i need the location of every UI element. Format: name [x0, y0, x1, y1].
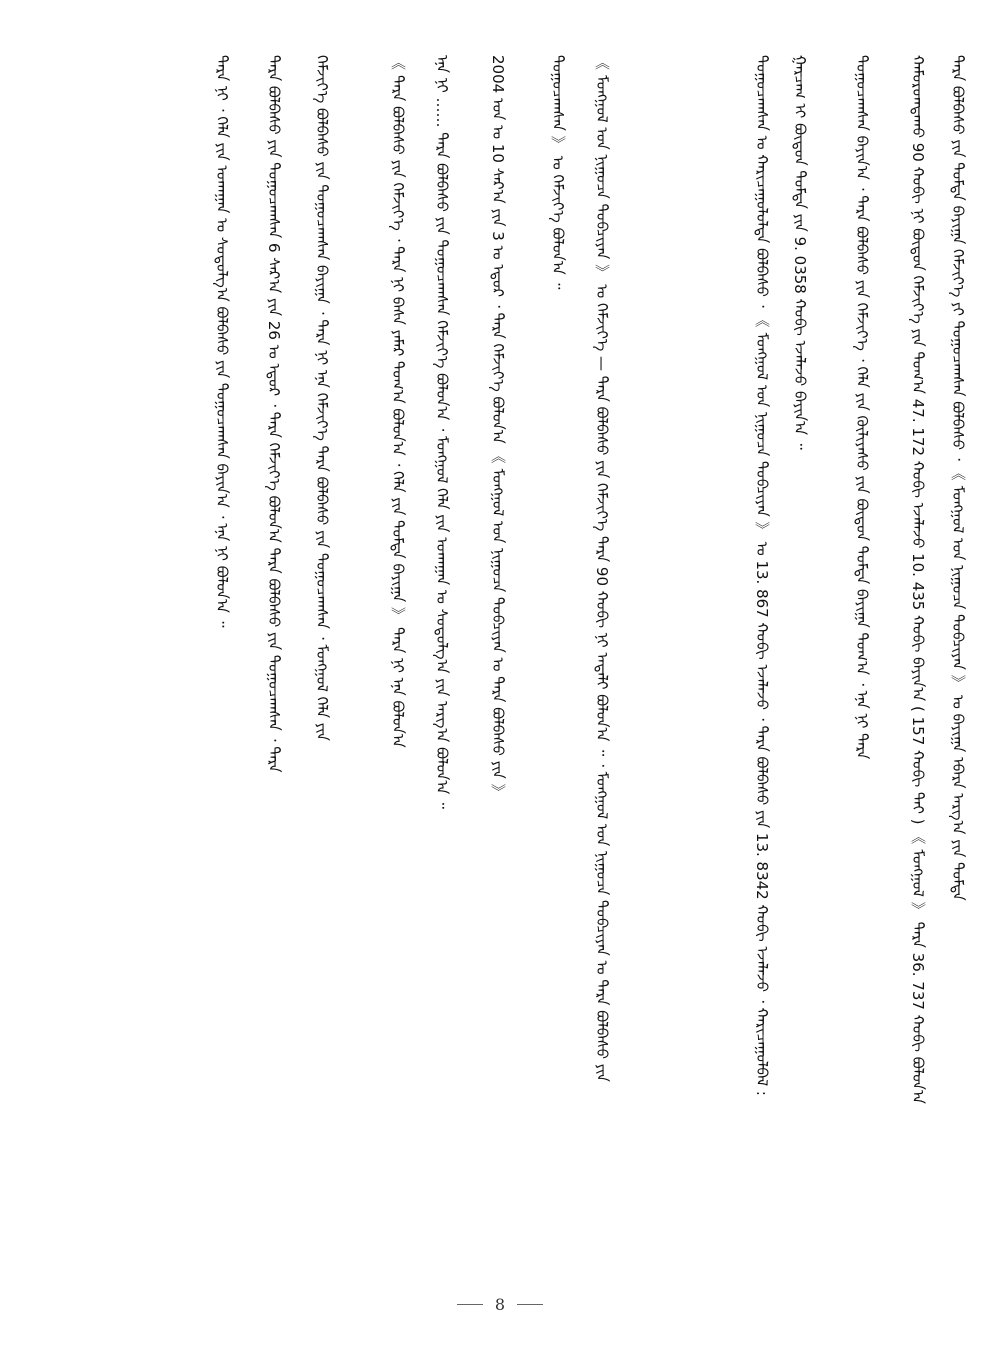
text-column-13: ᠲᠡᠷᠡ ᠨᠢ ᠂ ᠬᠡᠯᠡ ᠶᠢᠨ ᠤᠬᠠᠭᠠᠨ ᠤ ᠰᠤᠳᠤᠯᠭ᠎ᠠ ᠪᠣᠯᠪᠠᠰᠤ ᠶᠢᠨ ᠲᠣᠭᠣᠴᠠᠭᠰᠠᠨ ᠪᠠᠶᠢᠨ᠎ᠠ ᠂ ᠡᠨᠡ ᠨᠢ ᠪᠣᠯᠤᠨ᠎ᠠ ᠃ [213, 55, 231, 628]
text-column-3: ᠲᠣᠭᠣᠴᠠᠭᠰᠠᠨ ᠪᠠᠶᠢᠨ᠎ᠠ ᠂ ᠲᠡᠷᠡ ᠪᠤᠯᠪᠠᠰᠤ ᠶᠢᠨ ᠬᠡᠮᠵᠢᠶ᠎ᠡ ᠂ ᠬᠡᠯᠡ ᠶᠢᠨ ᠬᠦᠯᠢᠶᠡᠰᠦ ᠶᠢᠨ ᠪᠦᠲᠦᠨ ᠳᠤᠮᠳᠠ ᠪᠠᠶᠢᠭᠠ ᠲᠣᠭ᠎ᠠ ᠂ ᠡᠨᠡ ᠨᠢ ᠲᠡᠷᠡ [853, 55, 871, 760]
text-column-8: 2004 ᠣᠨ ᠤ 10 ᠰᠠᠷ᠎ᠠ ᠶᠢᠨ 3 ᠤ ᠡᠳᠦᠷ ᠂ ᠲᠡᠷᠡ ᠬᠡᠮᠵᠢᠶ᠎ᠡ ᠪᠣᠯᠤᠨ᠎ᠠ 《 ᠮᠣᠩᠭᠣᠯ ᠤᠨ ᠨᠢᠭᠤᠴᠠ ᠲᠣᠪᠴᠢᠶᠠᠨ ᠤ ᠲᠡᠷᠡ ᠪᠤᠯᠪᠠᠰᠤ ᠶᠢᠨ 》 [489, 55, 507, 799]
page-footer [0, 1292, 1000, 1316]
text-column-9: ᠡᠨᠡ ᠨᠢ …… ᠲᠡᠷᠡ ᠪᠣᠯᠪᠠᠰᠤ ᠶᠢᠨ ᠲᠣᠭᠣᠴᠠᠭᠰᠠᠨ ᠬᠡᠮᠵᠢᠶ᠎ᠡ ᠪᠣᠯᠤᠨ᠎ᠠ ᠂ ᠮᠣᠩᠭᠣᠯ ᠬᠡᠯᠡ ᠶᠢᠨ ᠤᠬᠠᠭᠠᠨ ᠤ ᠰᠤᠳᠤᠯᠭ᠎ᠠ ᠶᠢᠨ ᠠᠷᠭ᠎ᠠ ᠪᠣᠯᠤᠨ᠎ᠠ ᠃ [433, 55, 451, 809]
page-number: 8 [494, 1294, 506, 1314]
text-column-2: ᠬᠠᠮᠤᠷᠤᠭᠳᠠᠬᠤ 90 ᠬᠤᠪᠢ ᠨᠢ ᠪᠦᠲᠦᠨ ᠬᠡᠮᠵᠢᠶ᠎ᠡ ᠶᠢᠨ ᠲᠣᠭ᠎ᠠ 47. 172 ᠬᠤᠪᠢ ᠡᠵᠡᠯᠡᠵᠦ 10. 435 ᠬᠤᠪᠢ ᠪᠠᠶᠢᠨ᠎ᠠ ( 157 ᠬᠤᠪᠢ ᠲᠠᠢ ) 《 ᠮᠣᠩᠭᠣᠯ 》 ᠲᠡᠷᠡ 36. 737 ᠬᠤᠪᠢ ᠪᠣᠯᠤᠨ᠎ᠠ [909, 55, 927, 1104]
text-column-1: ᠲᠡᠷᠡ ᠪᠤᠯᠪᠠᠰᠤ ᠶᠢᠨ ᠳᠤᠮᠳᠠ ᠪᠠᠶᠢᠭᠠ ᠬᠡᠮᠵᠢᠶ᠎ᠡ ᠶᠢ ᠲᠣᠭᠣᠴᠠᠭᠰᠠᠨ ᠪᠣᠯᠪᠠᠰᠤ ᠂ 《 ᠮᠣᠩᠭᠣᠯ ᠤᠨ ᠨᠢᠭᠤᠴᠠ ᠲᠣᠪᠴᠢᠶᠠᠨ 》 ᠤ ᠪᠠᠶᠢᠭᠠ ᠡᠪᠡᠷᠡ ᠠᠷᠭ᠎ᠠ ᠶᠢᠨ ᠳᠤᠮᠳᠠ [949, 55, 967, 901]
text-column-7: ᠲᠣᠭᠣᠴᠠᠭᠰᠠᠨ 》 ᠤ ᠬᠡᠮᠵᠢᠶ᠎ᠡ ᠪᠣᠯᠤᠨ᠎ᠠ ᠃ [549, 55, 567, 290]
right-dash [517, 1304, 543, 1305]
text-column-6: 《 ᠮᠣᠩᠭᠣᠯ ᠤᠨ ᠨᠢᠭᠤᠴᠠ ᠲᠣᠪᠴᠢᠶᠠᠨ 》 ᠤ ᠬᠡᠮᠵᠢᠶ᠎ᠡ — ᠲᠡᠷᠡ ᠪᠤᠯᠪᠠᠰᠤ ᠶᠢᠨ ᠬᠡᠮᠵᠢᠶ᠎ᠡ ᠲᠡᠷᠡ 90 ᠬᠤᠪᠢ ᠨᠢ ᠠᠳᠠᠯᠢ ᠪᠣᠯᠤᠨ᠎ᠠ ᠃ ᠂ ᠮᠣᠩᠭᠣᠯ ᠤᠨ ᠨᠢᠭᠤᠴᠠ ᠲᠣᠪᠴᠢᠶᠠᠨ ᠤ ᠲᠡᠷᠡ ᠪᠤᠯᠪᠠᠰᠤ ᠶᠢᠨ [593, 55, 611, 1082]
text-column-10: 《 ᠲᠡᠷᠡ ᠪᠤᠯᠪᠠᠰᠤ ᠶᠢᠨ ᠬᠡᠮᠵᠢᠶ᠎ᠡ ᠂ ᠲᠡᠷᠡ ᠨᠢ ᠪᠠᠰᠠ ᠶᠠᠮᠠᠷ ᠲᠣᠭ᠎ᠠ ᠪᠣᠯᠤᠨ᠎ᠠ ᠂ ᠬᠡᠯᠡ ᠶᠢᠨ ᠳᠤᠮᠳᠠ ᠪᠠᠶᠢᠭᠠ 》 ᠲᠡᠷᠡ ᠨᠢ ᠡᠨᠡ ᠪᠣᠯᠤᠨ᠎ᠠ [389, 55, 407, 748]
text-column-11: ᠬᠡᠮᠵᠢᠶ᠎ᠡ ᠪᠣᠯᠪᠠᠰᠤ ᠶᠢᠨ ᠲᠣᠭᠣᠴᠠᠭᠰᠠᠨ ᠪᠠᠶᠢᠭᠠ ᠂ ᠲᠡᠷᠡ ᠨᠢ ᠡᠨᠡ ᠬᠡᠮᠵᠢᠶ᠎ᠡ ᠲᠡᠷᠡ ᠪᠣᠯᠪᠠᠰᠤ ᠶᠢᠨ ᠲᠣᠭᠣᠴᠠᠭᠰᠠᠨ ᠂ ᠮᠣᠩᠭᠣᠯ ᠬᠡᠯᠡ ᠶᠢᠨ [313, 55, 331, 741]
text-column-5: ᠲᠣᠭᠣᠴᠠᠭᠰᠠᠨ ᠤ ᠬᠠᠷᠢᠴᠠᠭᠤᠯᠤᠯᠲᠠ ᠪᠣᠯᠪᠠᠰᠤ ᠂ 《 ᠮᠣᠩᠭᠣᠯ ᠤᠨ ᠨᠢᠭᠤᠴᠠ ᠲᠣᠪᠴᠢᠶᠠᠨ 》 ᠤ 13. 867 ᠬᠤᠪᠢ ᠡᠵᠡᠯᠡᠵᠦ ᠂ ᠲᠡᠷᠡ ᠪᠤᠯᠪᠠᠰᠤ ᠶᠢᠨ 13. 8342 ᠬᠤᠪᠢ ᠡᠵᠡᠯᠡᠵᠦ ᠂ ᠬᠠᠷᠢᠴᠠᠭᠤᠯᠪᠠᠯ : [753, 55, 771, 1096]
text-column-12: ᠲᠡᠷᠡ ᠪᠤᠯᠪᠠᠰᠤ ᠶᠢᠨ ᠲᠣᠭᠣᠴᠠᠭᠰᠠᠨ 6 ᠰᠠᠷ᠎ᠠ ᠶᠢᠨ 26 ᠤ ᠡᠳᠦᠷ ᠂ ᠲᠡᠷᠡ ᠬᠡᠮᠵᠢᠶ᠎ᠡ ᠪᠣᠯᠤᠨ᠎ᠠ ᠲᠡᠷᠡ ᠪᠤᠯᠪᠠᠰᠤ ᠶᠢᠨ ᠲᠣᠭᠣᠴᠠᠭᠰᠠᠨ ᠂ ᠲᠡᠷᠡ [265, 55, 283, 773]
left-dash [457, 1304, 483, 1305]
text-column-4: ᠭᠠᠷᠴᠠᠭ ᠢ ᠪᠦᠲᠦᠨ ᠳᠤᠮᠳᠠ ᠶᠢᠨ 9. 0358 ᠬᠤᠪᠢ ᠡᠵᠡᠯᠡᠵᠦ ᠪᠠᠶᠢᠨ᠎ᠠ ᠃ [791, 55, 809, 450]
